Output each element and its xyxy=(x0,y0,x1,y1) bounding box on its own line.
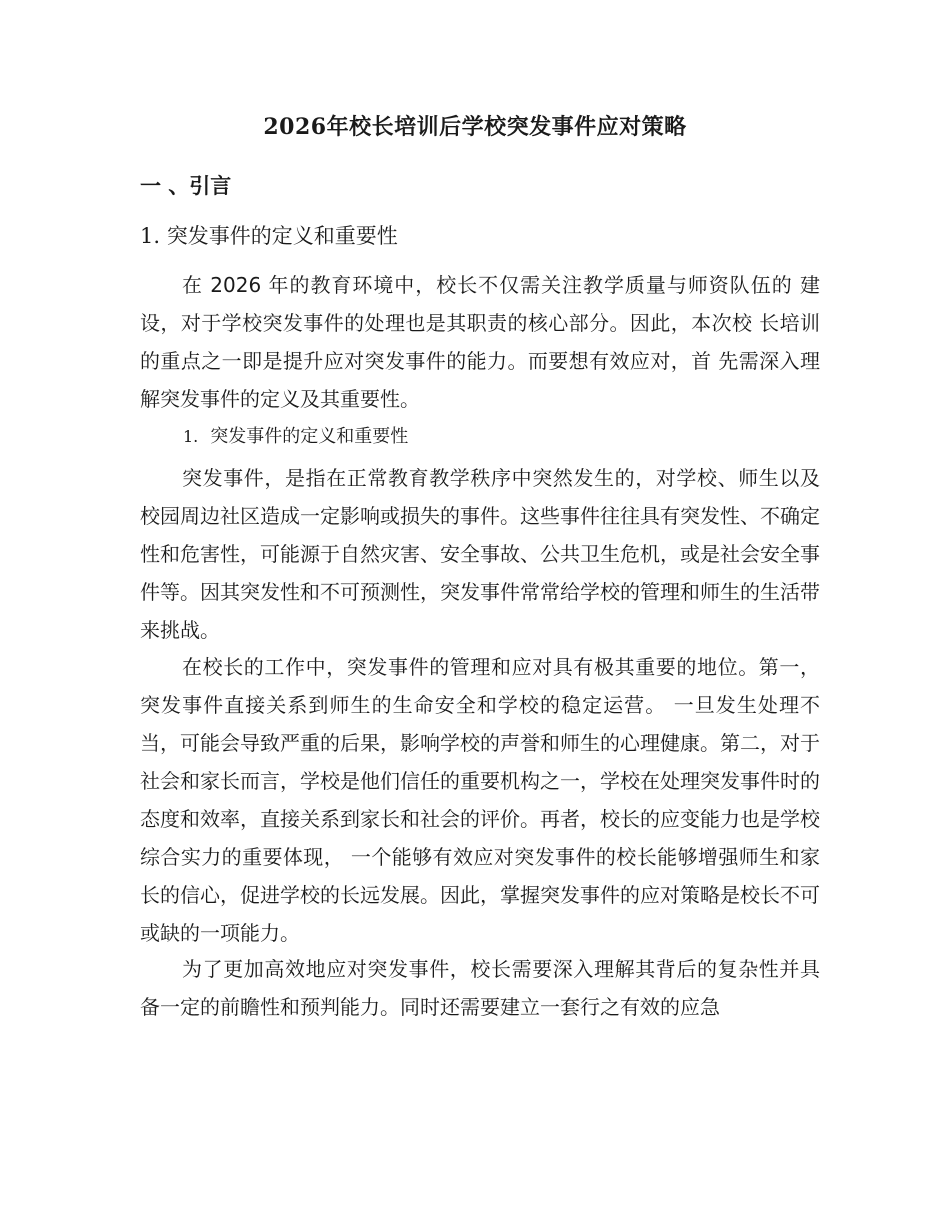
paragraph-strategy: 为了更加高效地应对突发事件，校长需要深入理解其背后的复杂性并具备一定的前瞻性和预判能力。同时还需要建立一套行之有效的应急 xyxy=(140,957,820,1019)
paragraph-importance: 在校长的工作中，突发事件的管理和应对具有极其重要的地位。第一，突发事件直接关系到师生的生命安全和学校的稳定运营。 一旦发生处理不当，可能会导致严重的后果，影响学校的声誉和师生的心理健康。第二，对于社会和家长而言，学校是他们信任的重要机构之一，学校在处理突发事件时的态度和效率，直接关系到家长和社会的评价。再者，校长的应变能力也是学校综合实力的重要体现， 一个能够有效应对突发事件的校长能够增强师生和家长的信心，促进学校的长远发展。因此，掌握突发事件的应对策略是校长不可或缺的一项能力。 xyxy=(140,655,820,945)
document-title: 2026年校长培训后学校突发事件应对策略 xyxy=(263,114,687,140)
paragraph-intro: 在 2026 年的教育环境中，校长不仅需关注教学质量与师资队伍的 建设，对于学校突发事件的处理也是其职责的核心部分。因此，本次校 长培训的重点之一即是提升应对突发事件的能力。而要想有效应对，首 先需深入理解突发事件的定义及其重要性。 xyxy=(140,273,820,411)
section-heading: 一 、引言 xyxy=(140,174,232,198)
paragraph-definition: 突发事件，是指在正常教育教学秩序中突然发生的，对学校、师生以及校园周边社区造成一定影响或损失的事件。这些事件往往具有突发性、不确定性和危害性，可能源于自然灾害、安全事故、公共卫生危机，或是社会安全事件等。因其突发性和不可预测性，突发事件常常给学校的管理和师生的生活带来挑战。 xyxy=(140,466,820,642)
list-item-text: 突发事件的定义和重要性 xyxy=(210,426,409,447)
list-item-number: 1. xyxy=(183,427,199,446)
list-item xyxy=(183,422,408,448)
subsection-heading: 1. 突发事件的定义和重要性 xyxy=(140,224,398,248)
